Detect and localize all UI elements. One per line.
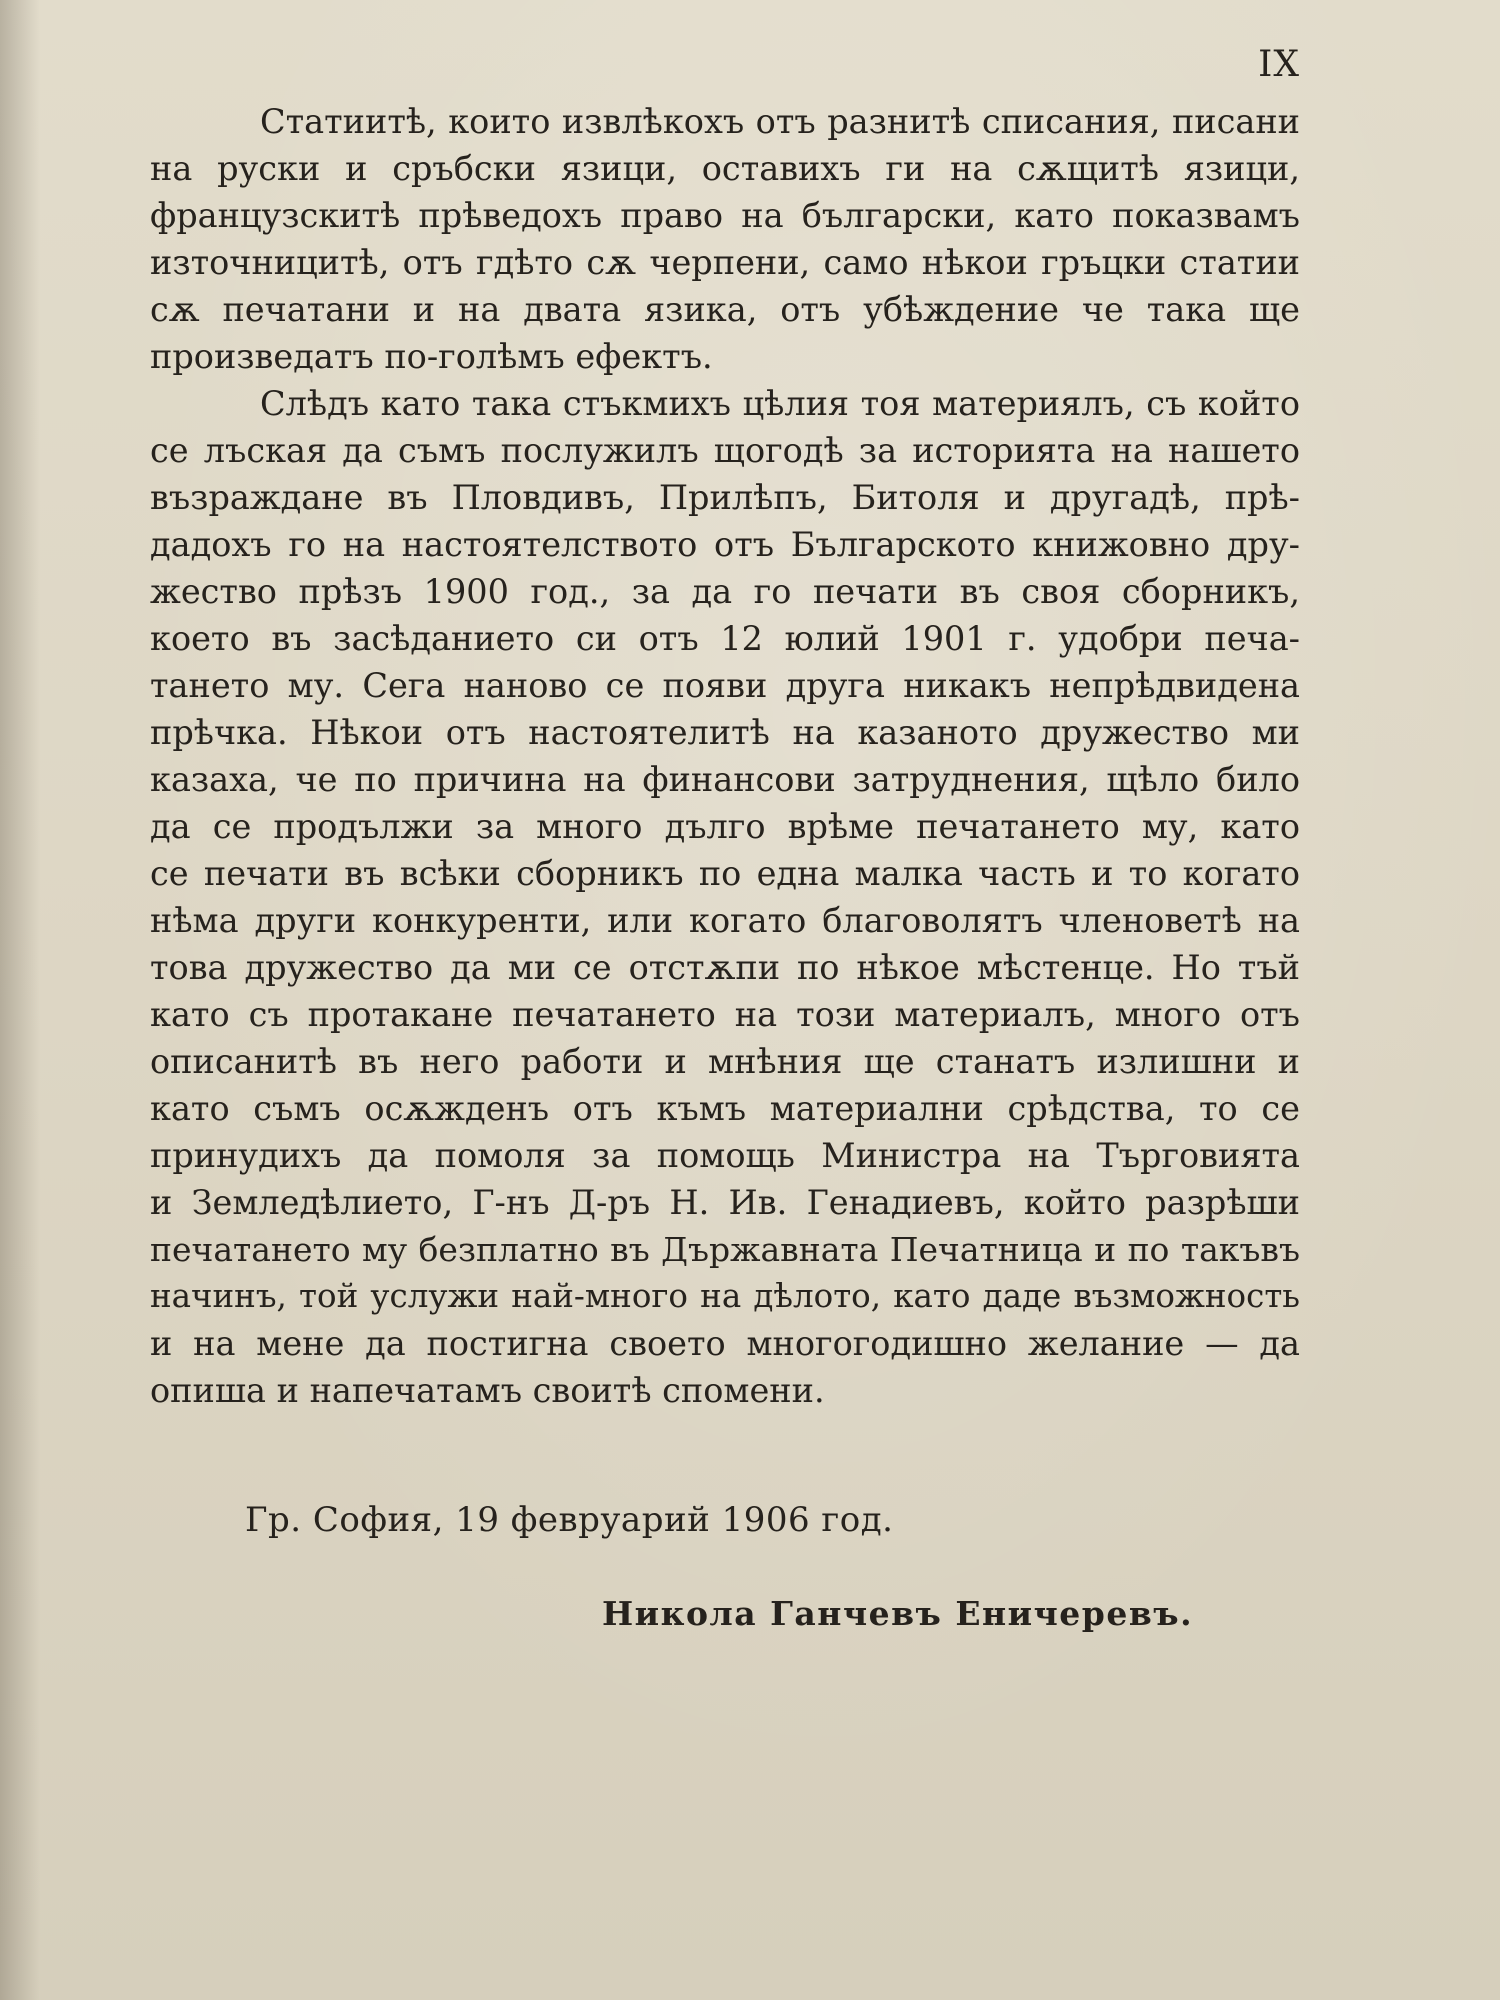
body-text [150, 98, 1300, 1414]
page-number: IX [1258, 44, 1300, 85]
text-line: Слѣдъ като така стъкмихъ цѣлия тоя материялъ, съ който [260, 384, 1300, 423]
paragraph-1 [150, 98, 1300, 380]
text-line: начинъ, той услужи най-много на дѣлото, като даде възможность [150, 1277, 1300, 1315]
text-line: като съмъ осѫжденъ отъ къмъ материални срѣдства, то се [150, 1089, 1300, 1128]
gutter-shadow [0, 0, 40, 2000]
text-line: дадохъ го на настоятелството отъ Българското книжовно дру- [150, 525, 1300, 564]
text-line: това дружество да ми се отстѫпи по нѣкое мѣстенце. Но тъй [150, 948, 1300, 987]
text-line: принудихъ да помоля за помощь Министра на Търговията [150, 1136, 1300, 1175]
text-line: източницитѣ, отъ гдѣто сѫ черпени, само нѣкои гръцки статии [150, 243, 1300, 282]
text-line: Статиитѣ, които извлѣкохъ отъ разнитѣ списания, писани [260, 102, 1300, 141]
text-line: прѣчка. Нѣкои отъ настоятелитѣ на казаното дружество ми [150, 713, 1300, 752]
text-line: нѣма други конкуренти, или когато благоволятъ членоветѣ на [150, 901, 1300, 940]
text-line: и на мене да постигна своето многогодишно желание — да [150, 1324, 1300, 1363]
text-line: французскитѣ прѣведохъ право на български, като показвамъ [150, 196, 1300, 235]
text-line: казаха, че по причина на финансови затруднения, щѣло било [150, 760, 1300, 799]
text-line: и Земледѣлието, Г-нъ Д-ръ Н. Ив. Генадиевъ, който разрѣши [150, 1183, 1300, 1222]
text-line: жество прѣзъ 1900 год., за да го печати въ своя сборникъ, [150, 572, 1300, 611]
text-line: като съ протакане печатането на този материалъ, много отъ [150, 995, 1300, 1034]
text-line: тането му. Сега наново се появи друга никакъ непрѣдвидена [150, 666, 1300, 705]
text-line: възраждане въ Пловдивъ, Прилѣпъ, Битоля и другадѣ, прѣ- [150, 478, 1300, 517]
text-line: печатането му безплатно въ Държавната Печатница и по такъвъ [150, 1230, 1300, 1269]
text-line: което въ засѣданието си отъ 12 юлий 1901 г. удобри печа- [150, 619, 1300, 658]
text-line: на руски и сръбски язици, оставихъ ги на сѫщитѣ язици, [150, 149, 1300, 188]
text-line: сѫ печатани и на двата язика, отъ убѣждение че така ще [150, 290, 1300, 329]
text-line: произведатъ по-голѣмъ ефектъ. [150, 337, 713, 376]
author-signature: Никола Ганчевъ Еничеревъ. [602, 1594, 1194, 1633]
paragraph-2 [150, 380, 1300, 1414]
text-line: се печати въ всѣки сборникъ по една малка часть и то когато [150, 854, 1300, 893]
dateline: Гр. София, 19 февруарий 1906 год. [245, 1500, 894, 1540]
text-line: описанитѣ въ него работи и мнѣния ще станатъ излишни и [150, 1042, 1300, 1081]
text-line: да се продължи за много дълго врѣме печатането му, като [150, 807, 1300, 846]
text-line: се лъская да съмъ послужилъ щогодѣ за историята на нашето [150, 431, 1300, 470]
text-line: опиша и напечатамъ своитѣ спомени. [150, 1371, 825, 1410]
